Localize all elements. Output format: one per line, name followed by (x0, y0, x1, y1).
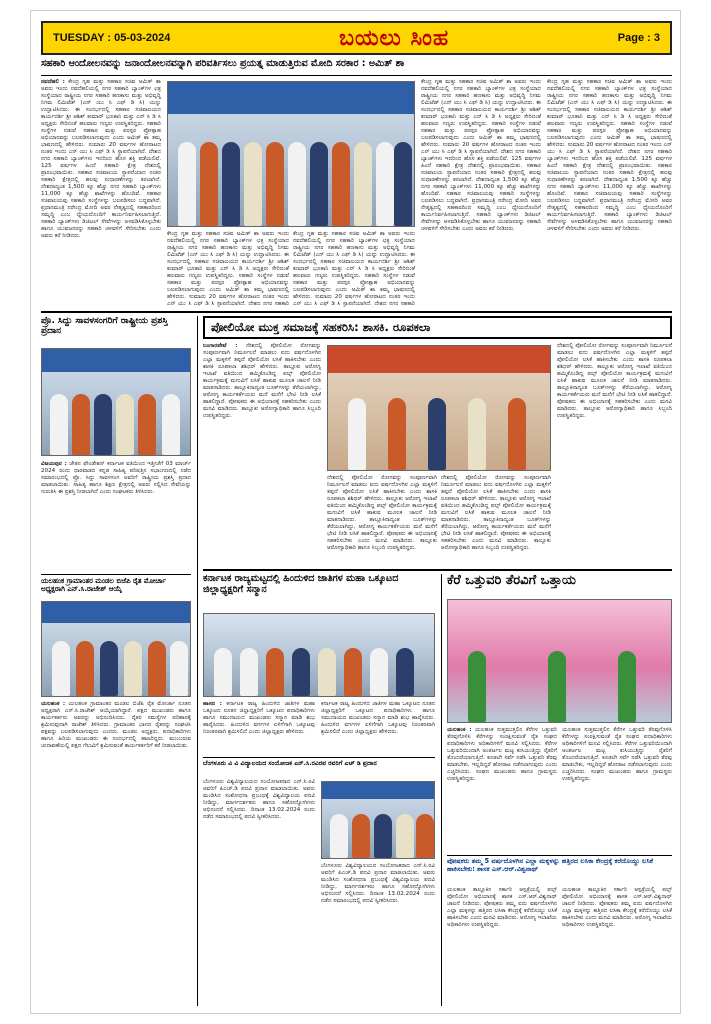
award-body (41, 461, 191, 571)
article-body: ಬೆಂಗಳೂರು ವಿಶ್ವವಿದ್ಯಾಲಯದ ಸಂಯೋಜಕರಾದ ಎನ್.ಸಿ.ರವಿ ಅವರಿಗೆ ಪಿಎಚ್.ಡಿ ಪದವಿ ಪ್ರದಾನ ಮಾಡಲಾಯಿತು. ಅವರು ಮಂಡಿಸಿದ ಸಂಶೋಧನಾ ಪ್ರಬಂಧಕ್ಕೆ ವಿಶ್ವವಿದ್ಯಾಲಯ ಪದವಿ ನೀಡಿದ್ದು, ಮಾರ್ಗದರ್ಶಕರು ಹಾಗೂ ಸಹೋದ್ಯೋಗಿಗಳು ಅಭಿನಂದನೆ ಸಲ್ಲಿಸಿದರು. ದಿನಾಂಕ 13.02.2024 ರಂದು ನಡೆದ ಸಮಾರಂಭದಲ್ಲಿ ಪದವಿ ಸ್ವೀಕರಿಸಿದರು. (203, 779, 315, 820)
article-body: ಯಲಹಂಕ ಸುತ್ತಮುತ್ತಲಿನ ಕೆರೆಗಳ ಒತ್ತುವರಿ ತೆರವುಗೊಳಿಸಿ ಕೆರೆಗಳನ್ನು ಸಂರಕ್ಷಿಸುವಂತೆ ರೈತ ಸಂಘದ ಪದಾಧಿಕಾರಿಗಳು ಅಧಿಕಾರಿಗಳಿಗೆ ಮನವಿ ಸಲ್ಲಿಸಿದರು. ಕೆರೆಗಳ ಒತ್ತುವರಿಯಿಂದಾಗಿ ಅಂತರ್ಜಲ ಮಟ್ಟ ಕುಸಿಯುತ್ತಿದ್ದು ರೈತರಿಗೆ ತೊಂದರೆಯಾಗುತ್ತಿದೆ. ಕೂಡಲೇ ಸರ್ವೆ ನಡೆಸಿ ಒತ್ತುವರಿ ತೆರವು ಮಾಡಬೇಕು, ಇಲ್ಲದಿದ್ದರೆ ಹೋರಾಟ ನಡೆಸಲಾಗುವುದು ಎಂದು ಎಚ್ಚರಿಸಿದರು. ಸಂಘದ ಮುಖಂಡರು ಹಾಗೂ ಗ್ರಾಮಸ್ಥರು ಉಪಸ್ಥಿತರಿದ್ದರು. (447, 727, 557, 782)
amit-shah-col-2 (167, 231, 289, 307)
polio-col-2 (327, 475, 437, 565)
vaccine-col-1 (447, 887, 557, 1005)
article-body: ಯಲಹಂಕ ಸುತ್ತಮುತ್ತಲಿನ ಕೆರೆಗಳ ಒತ್ತುವರಿ ತೆರವುಗೊಳಿಸಿ ಕೆರೆಗಳನ್ನು ಸಂರಕ್ಷಿಸುವಂತೆ ರೈತ ಸಂಘದ ಪದಾಧಿಕಾರಿಗಳು ಅಧಿಕಾರಿಗಳಿಗೆ ಮನವಿ ಸಲ್ಲಿಸಿದರು. ಕೆರೆಗಳ ಒತ್ತುವರಿಯಿಂದಾಗಿ ಅಂತರ್ಜಲ ಮಟ್ಟ ಕುಸಿಯುತ್ತಿದ್ದು ರೈತರಿಗೆ ತೊಂದರೆಯಾಗುತ್ತಿದೆ. ಕೂಡಲೇ ಸರ್ವೆ ನಡೆಸಿ ಒತ್ತುವರಿ ತೆರವು ಮಾಡಬೇಕು, ಇಲ್ಲದಿದ್ದರೆ ಹೋರಾಟ ನಡೆಸಲಾಗುವುದು ಎಂದು ಎಚ್ಚರಿಸಿದರು. ಸಂಘದ ಮುಖಂಡರು ಹಾಗೂ ಗ್ರಾಮಸ್ಥರು ಉಪಸ್ಥಿತರಿದ್ದರು. (562, 727, 672, 782)
article-body: ದೇಶದಲ್ಲಿ ಪೋಲಿಯೋ ರೋಗವನ್ನು ಸಂಪೂರ್ಣವಾಗಿ ನಿರ್ಮೂಲನೆ ಮಾಡಲು ಐದು ವರ್ಷದೊಳಗಿನ ಎಲ್ಲಾ ಮಕ್ಕಳಿಗೆ ತಪ್ಪದೆ ಪೋಲಿಯೋ ಲಸಿಕೆ ಹಾಕಿಸಬೇಕು ಎಂದು ಶಾಸಕಿ ರೂಪಕಲಾ ಶಶಿಧರ್ ಹೇಳಿದರು. ತಾಲ್ಲೂಕು ಆರೋಗ್ಯ ಇಲಾಖೆ ವತಿಯಿಂದ ಹಮ್ಮಿಕೊಂಡಿದ್ದ ಪಲ್ಸ್ ಪೋಲಿಯೋ ಕಾರ್ಯಕ್ರಮಕ್ಕೆ ಮಗುವಿಗೆ ಲಸಿಕೆ ಹಾಕುವ ಮೂಲಕ ಚಾಲನೆ ನೀಡಿ ಮಾತನಾಡಿದರು. ತಾಲ್ಲೂಕಿನಾದ್ಯಂತ ಬೂತ್‌ಗಳನ್ನು ತೆರೆಯಲಾಗಿದ್ದು, ಆರೋಗ್ಯ ಕಾರ್ಯಕರ್ತೆಯರು ಮನೆ ಮನೆಗೆ ಭೇಟಿ ನೀಡಿ ಲಸಿಕೆ ಹಾಕಲಿದ್ದಾರೆ. ಪೋಷಕರು ಈ ಅಭಿಯಾನಕ್ಕೆ ಸಹಕರಿಸಬೇಕು ಎಂದು ಮನವಿ ಮಾಡಿದರು. ತಾಲ್ಲೂಕು ಆರೋಗ್ಯಾಧಿಕಾರಿ ಹಾಗೂ ಸಿಬ್ಬಂದಿ ಉಪಸ್ಥಿತರಿದ್ದರು. (441, 475, 551, 551)
polio-col-1 (203, 343, 321, 565)
article-body: ಯಲಹಂಕ ತಾಲ್ಲೂಕಿನ ಸರ್ಕಾರಿ ಆಸ್ಪತ್ರೆಯಲ್ಲಿ ಪಲ್ಸ್ ಪೋಲಿಯೋ ಅಭಿಯಾನಕ್ಕೆ ಶಾಸಕ ಎಸ್.ಆರ್.ವಿಶ್ವನಾಥ್ ಚಾಲನೆ ನೀಡಿದರು. ಪೋಷಕರು ತಮ್ಮ ಐದು ವರ್ಷದೊಳಗಿನ ಎಲ್ಲಾ ಮಕ್ಕಳನ್ನು ಹತ್ತಿರದ ಲಸಿಕಾ ಕೇಂದ್ರಕ್ಕೆ ಕರೆದೊಯ್ದು ಲಸಿಕೆ ಹಾಕಿಸಬೇಕು ಎಂದು ಮನವಿ ಮಾಡಿದರು. ಆರೋಗ್ಯ ಇಲಾಖೆಯ ಅಧಿಕಾರಿಗಳು ಉಪಸ್ಥಿತರಿದ್ದರು. (562, 887, 672, 928)
stage-backdrop (42, 349, 190, 372)
farmer-photo (41, 601, 191, 697)
vaccine-col-2 (562, 887, 672, 1005)
honour-headline: ಕರ್ನಾಟಕ ರಾಜ್ಯಮಟ್ಟದಲ್ಲಿ ಹಿಂದುಳಿದ ಜಾತಿಗಳ ಮಹಾ ಒಕ್ಕೂಟದ ಜಿಲ್ಲಾಧ್ಯಕ್ಷರಿಗೆ ಸನ್ಮಾನ (203, 573, 399, 595)
polio-col-3 (441, 475, 551, 565)
amit-shah-col-4 (421, 79, 541, 307)
award-photo (41, 348, 191, 456)
issue-date: TUESDAY : 05-03-2024 (53, 32, 171, 44)
rule (441, 574, 442, 1006)
article-body: ಕೇಂದ್ರ ಗೃಹ ಮತ್ತು ಸಹಕಾರ ಸಚಿವ ಅಮಿತ್ ಶಾ ಅವರು ಇಂದು ನವದೆಹಲಿಯಲ್ಲಿ ನಗರ ಸಹಕಾರಿ ಬ್ಯಾಂಕ್‌ಗಳ ಛತ್ರ ಸಂಸ್ಥೆಯಾದ ರಾಷ್ಟ್ರೀಯ ನಗರ ಸಹಕಾರಿ ಹಣಕಾಸು ಮತ್ತು ಅಭಿವೃದ್ಧಿ ನಿಗಮ ಲಿಮಿಟೆಡ್ (ಎನ್ ಯು ಸಿ ಎಫ್ ಡಿ ಸಿ) ಯನ್ನು ಉದ್ಘಾಟಿಸಿದರು. ಈ ಸಂದರ್ಭದಲ್ಲಿ ಸಹಕಾರ ಸಚಿವಾಲಯದ ಕಾರ್ಯದರ್ಶಿ ಶ್ರೀ ಆಶಿಶ್ ಕುಮಾರ್ ಭೂತಾನಿ ಮತ್ತು ಎನ್ ಸಿ ಡಿ ಸಿ ಅಧ್ಯಕ್ಷರು ಸೇರಿದಂತೆ ಹಲವಾರು ಗಣ್ಯರು ಉಪಸ್ಥಿತರಿದ್ದರು. ಸಹಕಾರಿ ಸಂಸ್ಥೆಗಳ ನಡುವೆ ಸಹಕಾರ ಮತ್ತು ಪರಸ್ಪರ ಪ್ರೋತ್ಸಾಹ ಅಭಿಯಾನವನ್ನು ಬಲಪಡಿಸಲಾಗುವುದು ಎಂದು ಅಮಿತ್ ಶಾ ತಮ್ಮ ಭಾಷಣದಲ್ಲಿ ಹೇಳಿದರು. ಸುಮಾರು 20 ವರ್ಷಗಳ ಹೋರಾಟದ ನಂತರ ಇಂದು ಎನ್ ಯು ಸಿ ಎಫ್ ಡಿ ಸಿ ಸ್ಥಾಪನೆಯಾಗಿದೆ. ದೇಶದ ನಗರ ಸಹಕಾರಿ ಬ್ಯಾಂಕ್‌ಗಳು ಇದರಿಂದ ಹೊಸ ಶಕ್ತಿ ಪಡೆಯಲಿವೆ. 125 ವರ್ಷಗಳ ಹಿಂದೆ ಸಹಕಾರಿ ಕ್ಷೇತ್ರ ದೇಶದಲ್ಲಿ ಪ್ರಾರಂಭವಾಯಿತು. ಸಹಕಾರ ಸಚಿವಾಲಯ ಸ್ಥಾಪನೆಯಾದ ನಂತರ ಸಹಕಾರಿ ಕ್ಷೇತ್ರದಲ್ಲಿ ಹಲವು ಸುಧಾರಣೆಗಳನ್ನು ತರಲಾಗಿದೆ. ದೇಶದಾದ್ಯಂತ 1,500 ಕ್ಕೂ ಹೆಚ್ಚು ನಗರ ಸಹಕಾರಿ ಬ್ಯಾಂಕ್‌ಗಳು 11,000 ಕ್ಕೂ ಹೆಚ್ಚು ಶಾಖೆಗಳನ್ನು ಹೊಂದಿವೆ. ಸಹಕಾರ ಸಚಿವಾಲಯವು ಸಹಕಾರಿ ಸಂಸ್ಥೆಗಳನ್ನು ಬಲಪಡಿಸಲು ಬದ್ಧವಾಗಿದೆ. ಪ್ರಧಾನಮಂತ್ರಿ ನರೇಂದ್ರ ಮೋದಿ ಅವರ ನೇತೃತ್ವದಲ್ಲಿ ಸಹಕಾರದಿಂದ ಸಮೃದ್ಧಿ ಎಂಬ ಧ್ಯೇಯದೊಂದಿಗೆ ಕಾರ್ಯನಿರ್ವಹಿಸಲಾಗುತ್ತಿದೆ. ಸಹಕಾರಿ ಬ್ಯಾಂಕ್‌ಗಳು ಡಿಜಿಟಲ್ ಸೇವೆಗಳನ್ನು ಅಳವಡಿಸಿಕೊಳ್ಳಬೇಕು ಹಾಗೂ ಯುವಜನರನ್ನು ಸಹಕಾರಿ ಚಳವಳಿಗೆ ಸೇರಿಸಬೇಕು ಎಂದು ಅವರು ಕರೆ ನೀಡಿದರು. (547, 79, 672, 232)
article-body: ಕೇಂದ್ರ ಗೃಹ ಮತ್ತು ಸಹಕಾರ ಸಚಿವ ಅಮಿತ್ ಶಾ ಅವರು ಇಂದು ನವದೆಹಲಿಯಲ್ಲಿ ನಗರ ಸಹಕಾರಿ ಬ್ಯಾಂಕ್‌ಗಳ ಛತ್ರ ಸಂಸ್ಥೆಯಾದ ರಾಷ್ಟ್ರೀಯ ನಗರ ಸಹಕಾರಿ ಹಣಕಾಸು ಮತ್ತು ಅಭಿವೃದ್ಧಿ ನಿಗಮ ಲಿಮಿಟೆಡ್ (ಎನ್ ಯು ಸಿ ಎಫ್ ಡಿ ಸಿ) ಯನ್ನು ಉದ್ಘಾಟಿಸಿದರು. ಈ ಸಂದರ್ಭದಲ್ಲಿ ಸಹಕಾರ ಸಚಿವಾಲಯದ ಕಾರ್ಯದರ್ಶಿ ಶ್ರೀ ಆಶಿಶ್ ಕುಮಾರ್ ಭೂತಾನಿ ಮತ್ತು ಎನ್ ಸಿ ಡಿ ಸಿ ಅಧ್ಯಕ್ಷರು ಸೇರಿದಂತೆ ಹಲವಾರು ಗಣ್ಯರು ಉಪಸ್ಥಿತರಿದ್ದರು. ಸಹಕಾರಿ ಸಂಸ್ಥೆಗಳ ನಡುವೆ ಸಹಕಾರ ಮತ್ತು ಪರಸ್ಪರ ಪ್ರೋತ್ಸಾಹ ಅಭಿಯಾನವನ್ನು ಬಲಪಡಿಸಲಾಗುವುದು ಎಂದು ಅಮಿತ್ ಶಾ ತಮ್ಮ ಭಾಷಣದಲ್ಲಿ ಹೇಳಿದರು. ಸುಮಾರು 20 ವರ್ಷಗಳ ಹೋರಾಟದ ನಂತರ ಇಂದು ಎನ್ ಯು ಸಿ ಎಫ್ ಡಿ ಸಿ ಸ್ಥಾಪನೆಯಾಗಿದೆ. ದೇಶದ ನಗರ ಸಹಕಾರಿ (167, 231, 289, 307)
rule (41, 311, 672, 313)
dateline: ಯಲಹಂಕ : (41, 701, 66, 707)
lake-photo (447, 599, 672, 723)
ward-col-2 (321, 863, 435, 1005)
honour-col-2 (321, 701, 435, 755)
article-body: ದೇಶದಲ್ಲಿ ಪೋಲಿಯೋ ರೋಗವನ್ನು ಸಂಪೂರ್ಣವಾಗಿ ನಿರ್ಮೂಲನೆ ಮಾಡಲು ಐದು ವರ್ಷದೊಳಗಿನ ಎಲ್ಲಾ ಮಕ್ಕಳಿಗೆ ತಪ್ಪದೆ ಪೋಲಿಯೋ ಲಸಿಕೆ ಹಾಕಿಸಬೇಕು ಎಂದು ಶಾಸಕಿ ರೂಪಕಲಾ ಶಶಿಧರ್ ಹೇಳಿದರು. ತಾಲ್ಲೂಕು ಆರೋಗ್ಯ ಇಲಾಖೆ ವತಿಯಿಂದ ಹಮ್ಮಿಕೊಂಡಿದ್ದ ಪಲ್ಸ್ ಪೋಲಿಯೋ ಕಾರ್ಯಕ್ರಮಕ್ಕೆ ಮಗುವಿಗೆ ಲಸಿಕೆ ಹಾಕುವ ಮೂಲಕ ಚಾಲನೆ ನೀಡಿ ಮಾತನಾಡಿದರು. ತಾಲ್ಲೂಕಿನಾದ್ಯಂತ ಬೂತ್‌ಗಳನ್ನು ತೆರೆಯಲಾಗಿದ್ದು, ಆರೋಗ್ಯ ಕಾರ್ಯಕರ್ತೆಯರು ಮನೆ ಮನೆಗೆ ಭೇಟಿ ನೀಡಿ ಲಸಿಕೆ ಹಾಕಲಿದ್ದಾರೆ. ಪೋಷಕರು ಈ ಅಭಿಯಾನಕ್ಕೆ ಸಹಕರಿಸಬೇಕು ಎಂದು ಮನವಿ ಮಾಡಿದರು. ತಾಲ್ಲೂಕು ಆರೋಗ್ಯಾಧಿಕಾರಿ ಹಾಗೂ ಸಿಬ್ಬಂದಿ ಉಪಸ್ಥಿತರಿದ್ದರು. (327, 475, 437, 551)
amit-shah-col-3 (293, 231, 415, 307)
dateline: ಹಾಸನ : (203, 701, 222, 707)
honour-photo (203, 613, 435, 697)
amit-shah-col-5 (547, 79, 672, 307)
stage-backdrop (328, 346, 550, 373)
rule (203, 757, 435, 758)
article-body: ದೇಶದಲ್ಲಿ ಪೋಲಿಯೋ ರೋಗವನ್ನು ಸಂಪೂರ್ಣವಾಗಿ ನಿರ್ಮೂಲನೆ ಮಾಡಲು ಐದು ವರ್ಷದೊಳಗಿನ ಎಲ್ಲಾ ಮಕ್ಕಳಿಗೆ ತಪ್ಪದೆ ಪೋಲಿಯೋ ಲಸಿಕೆ ಹಾಕಿಸಬೇಕು ಎಂದು ಶಾಸಕಿ ರೂಪಕಲಾ ಶಶಿಧರ್ ಹೇಳಿದರು. ತಾಲ್ಲೂಕು ಆರೋಗ್ಯ ಇಲಾಖೆ ವತಿಯಿಂದ ಹಮ್ಮಿಕೊಂಡಿದ್ದ ಪಲ್ಸ್ ಪೋಲಿಯೋ ಕಾರ್ಯಕ್ರಮಕ್ಕೆ ಮಗುವಿಗೆ ಲಸಿಕೆ ಹಾಕುವ ಮೂಲಕ ಚಾಲನೆ ನೀಡಿ ಮಾತನಾಡಿದರು. ತಾಲ್ಲೂಕಿನಾದ್ಯಂತ ಬೂತ್‌ಗಳನ್ನು ತೆರೆಯಲಾಗಿದ್ದು, ಆರೋಗ್ಯ ಕಾರ್ಯಕರ್ತೆಯರು ಮನೆ ಮನೆಗೆ ಭೇಟಿ ನೀಡಿ ಲಸಿಕೆ ಹಾಕಲಿದ್ದಾರೆ. ಪೋಷಕರು ಈ ಅಭಿಯಾನಕ್ಕೆ ಸಹಕರಿಸಬೇಕು ಎಂದು ಮನವಿ ಮಾಡಿದರು. ತಾಲ್ಲೂಕು ಆರೋಗ್ಯಾಧಿಕಾರಿ ಹಾಗೂ ಸಿಬ್ಬಂದಿ ಉಪಸ್ಥಿತರಿದ್ದರು. (557, 343, 672, 419)
stage-backdrop (168, 82, 414, 114)
article-body: ಯಲಹಂಕ ಗ್ರಾಮಾಂತರ ಮಂಡಲ ಬಿಜೆಪಿ ರೈತ ಮೋರ್ಚಾ ನೂತನ ಅಧ್ಯಕ್ಷರಾಗಿ ಎನ್.ಸಿ.ರಾಜೇಶ್ ಆಯ್ಕೆಯಾಗಿದ್ದಾರೆ. ಪಕ್ಷದ ಮುಖಂಡರು ಹಾಗೂ ಕಾರ್ಯಕರ್ತರು ಅವರನ್ನು ಅಭಿನಂದಿಸಿದರು. ರೈತರ ಸಮಸ್ಯೆಗಳ ಪರಿಹಾರಕ್ಕೆ ಶ್ರಮಿಸುವುದಾಗಿ ರಾಜೇಶ್ ತಿಳಿಸಿದರು. ಗ್ರಾಮಾಂತರ ಭಾಗದ ರೈತರನ್ನು ಸಂಘಟಿಸಿ ಪಕ್ಷವನ್ನು ಬಲಪಡಿಸಲಾಗುವುದು ಎಂದರು. ಮಂಡಲ ಅಧ್ಯಕ್ಷರು, ಪದಾಧಿಕಾರಿಗಳು ಹಾಗೂ ಹಿರಿಯ ಮುಖಂಡರು ಈ ಸಂದರ್ಭದಲ್ಲಿ ಹಾಜರಿದ್ದರು. ಮುಂಬರುವ ಚುನಾವಣೆಯಲ್ಲಿ ಪಕ್ಷದ ಗೆಲುವಿಗೆ ಶ್ರಮಿಸುವಂತೆ ಕಾರ್ಯಕರ್ತರಿಗೆ ಕರೆ ನೀಡಲಾಯಿತು. (41, 701, 191, 749)
dateline: ವಿಜಯಪುರ : (41, 461, 67, 467)
dateline: ಯಲಹಂಕ : (447, 727, 472, 733)
rule (41, 75, 672, 76)
article-body: ಯಲಹಂಕ ತಾಲ್ಲೂಕಿನ ಸರ್ಕಾರಿ ಆಸ್ಪತ್ರೆಯಲ್ಲಿ ಪಲ್ಸ್ ಪೋಲಿಯೋ ಅಭಿಯಾನಕ್ಕೆ ಶಾಸಕ ಎಸ್.ಆರ್.ವಿಶ್ವನಾಥ್ ಚಾಲನೆ ನೀಡಿದರು. ಪೋಷಕರು ತಮ್ಮ ಐದು ವರ್ಷದೊಳಗಿನ ಎಲ್ಲಾ ಮಕ್ಕಳನ್ನು ಹತ್ತಿರದ ಲಸಿಕಾ ಕೇಂದ್ರಕ್ಕೆ ಕರೆದೊಯ್ದು ಲಸಿಕೆ ಹಾಕಿಸಬೇಕು ಎಂದು ಮನವಿ ಮಾಡಿದರು. ಆರೋಗ್ಯ ಇಲಾಖೆಯ ಅಧಿಕಾರಿಗಳು ಉಪಸ್ಥಿತರಿದ್ದರು. (447, 887, 557, 928)
masthead (41, 21, 672, 55)
article-body: ಬೆಂಗಳೂರು ವಿಶ್ವವಿದ್ಯಾಲಯದ ಸಂಯೋಜಕರಾದ ಎನ್.ಸಿ.ರವಿ ಅವರಿಗೆ ಪಿಎಚ್.ಡಿ ಪದವಿ ಪ್ರದಾನ ಮಾಡಲಾಯಿತು. ಅವರು ಮಂಡಿಸಿದ ಸಂಶೋಧನಾ ಪ್ರಬಂಧಕ್ಕೆ ವಿಶ್ವವಿದ್ಯಾಲಯ ಪದವಿ ನೀಡಿದ್ದು, ಮಾರ್ಗದರ್ಶಕರು ಹಾಗೂ ಸಹೋದ್ಯೋಗಿಗಳು ಅಭಿನಂದನೆ ಸಲ್ಲಿಸಿದರು. ದಿನಾಂಕ 13.02.2024 ರಂದು ನಡೆದ ಸಮಾರಂಭದಲ್ಲಿ ಪದವಿ ಸ್ವೀಕರಿಸಿದರು. (321, 863, 435, 904)
page-number: Page : 3 (617, 32, 660, 44)
farmer-headline: ಯಲಹಂಕ ಗ್ರಾಮಾಂತರ ಮಂಡಲ ಬಿಜೆಪಿ ರೈತ ಮೋರ್ಚಾ ಅಧ್ಯಕ್ಷರಾಗಿ ಎನ್.ಸಿ.ರಾಜೇಶ್ ಆಯ್ಕೆ (41, 577, 167, 594)
amit-shah-col-1 (41, 79, 161, 307)
stage-backdrop (42, 602, 190, 623)
award-headline: ಪ್ರೊ. ಸಿದ್ದು ಸಾವಳಸಂಗರಿಗೆ ರಾಷ್ಟ್ರೀಯ ಪ್ರಶಸ್ತಿ ಪ್ರದಾನ (41, 316, 168, 337)
lake-col-1 (447, 727, 557, 851)
article-body: ಕೇಂದ್ರ ಗೃಹ ಮತ್ತು ಸಹಕಾರ ಸಚಿವ ಅಮಿತ್ ಶಾ ಅವರು ಇಂದು ನವದೆಹಲಿಯಲ್ಲಿ ನಗರ ಸಹಕಾರಿ ಬ್ಯಾಂಕ್‌ಗಳ ಛತ್ರ ಸಂಸ್ಥೆಯಾದ ರಾಷ್ಟ್ರೀಯ ನಗರ ಸಹಕಾರಿ ಹಣಕಾಸು ಮತ್ತು ಅಭಿವೃದ್ಧಿ ನಿಗಮ ಲಿಮಿಟೆಡ್ (ಎನ್ ಯು ಸಿ ಎಫ್ ಡಿ ಸಿ) ಯನ್ನು ಉದ್ಘಾಟಿಸಿದರು. ಈ ಸಂದರ್ಭದಲ್ಲಿ ಸಹಕಾರ ಸಚಿವಾಲಯದ ಕಾರ್ಯದರ್ಶಿ ಶ್ರೀ ಆಶಿಶ್ ಕುಮಾರ್ ಭೂತಾನಿ ಮತ್ತು ಎನ್ ಸಿ ಡಿ ಸಿ ಅಧ್ಯಕ್ಷರು ಸೇರಿದಂತೆ ಹಲವಾರು ಗಣ್ಯರು ಉಪಸ್ಥಿತರಿದ್ದರು. ಸಹಕಾರಿ ಸಂಸ್ಥೆಗಳ ನಡುವೆ ಸಹಕಾರ ಮತ್ತು ಪರಸ್ಪರ ಪ್ರೋತ್ಸಾಹ ಅಭಿಯಾನವನ್ನು ಬಲಪಡಿಸಲಾಗುವುದು ಎಂದು ಅಮಿತ್ ಶಾ ತಮ್ಮ ಭಾಷಣದಲ್ಲಿ ಹೇಳಿದರು. ಸುಮಾರು 20 ವರ್ಷಗಳ ಹೋರಾಟದ ನಂತರ ಇಂದು ಎನ್ ಯು ಸಿ ಎಫ್ ಡಿ ಸಿ ಸ್ಥಾಪನೆಯಾಗಿದೆ. ದೇಶದ ನಗರ ಸಹಕಾರಿ (293, 231, 415, 307)
polio-col-4 (557, 343, 672, 565)
vaccine-headline: ಪೋಷಕರು ತಮ್ಮ 5 ವರ್ಷದೊಳಗಿನ ಎಲ್ಲಾ ಮಕ್ಕಳನ್ನು ಹತ್ತಿರದ ಲಸಿಕಾ ಕೇಂದ್ರಕ್ಕೆ ಕರೆದೊಯ್ದು ಲಸಿಕೆ ಹಾಕಿಸಬೇಕು: ಶಾಸಕ ಎಸ್.ಆರ್.ವಿಶ್ವನಾಥ್ (447, 857, 654, 873)
honour-col-1 (203, 701, 315, 755)
stage-backdrop (322, 782, 434, 799)
article-body: ಕರ್ನಾಟಕ ರಾಜ್ಯ ಹಿಂದುಳಿದ ಜಾತಿಗಳ ಮಹಾ ಒಕ್ಕೂಟದ ನೂತನ ಜಿಲ್ಲಾಧ್ಯಕ್ಷರಿಗೆ ಒಕ್ಕೂಟದ ಪದಾಧಿಕಾರಿಗಳು ಹಾಗೂ ಸಮುದಾಯದ ಮುಖಂಡರು ಸನ್ಮಾನ ಮಾಡಿ ಶುಭ ಹಾರೈಸಿದರು. ಹಿಂದುಳಿದ ವರ್ಗಗಳ ಏಳಿಗೆಗಾಗಿ ಒಕ್ಕೂಟವು ನಿರಂತರವಾಗಿ ಶ್ರಮಿಸಲಿದೆ ಎಂದು ಜಿಲ್ಲಾಧ್ಯಕ್ಷರು ಹೇಳಿದರು. (203, 701, 315, 735)
lake-col-2 (562, 727, 672, 851)
amit-shah-headline: ಸಹಕಾರಿ ಆಂದೋಲನವನ್ನು ಜನಾಂದೋಲನವನ್ನಾಗಿ ಪರಿವರ್ತಿಸಲು ಪ್ರಯತ್ನ ಮಾಡುತ್ತಿರುವ ಮೋದಿ ಸರಕಾರ : ಅಮಿತ್ ಶಾ (41, 58, 405, 69)
rule (41, 574, 191, 575)
rule (197, 316, 198, 1006)
lake-headline: ಕೆರೆ ಒತ್ತುವರಿ ತೆರವಿಗೆ ಒತ್ತಾಯ (447, 573, 576, 588)
rule (203, 569, 672, 571)
ward-headline: ಬೆಂಗಳೂರು ವಿ ವಿ ವಿದ್ಯಾಲಯದ ಸಂಯೋಜಕ ಎನ್.ಸಿ.ರವಿರವ ರವರಿಗೆ ಎಚ್ ಡಿ ಪ್ರದಾನ (203, 760, 377, 767)
article-body: ಕೇಂದ್ರ ಗೃಹ ಮತ್ತು ಸಹಕಾರ ಸಚಿವ ಅಮಿತ್ ಶಾ ಅವರು ಇಂದು ನವದೆಹಲಿಯಲ್ಲಿ ನಗರ ಸಹಕಾರಿ ಬ್ಯಾಂಕ್‌ಗಳ ಛತ್ರ ಸಂಸ್ಥೆಯಾದ ರಾಷ್ಟ್ರೀಯ ನಗರ ಸಹಕಾರಿ ಹಣಕಾಸು ಮತ್ತು ಅಭಿವೃದ್ಧಿ ನಿಗಮ ಲಿಮಿಟೆಡ್ (ಎನ್ ಯು ಸಿ ಎಫ್ ಡಿ ಸಿ) ಯನ್ನು ಉದ್ಘಾಟಿಸಿದರು. ಈ ಸಂದರ್ಭದಲ್ಲಿ ಸಹಕಾರ ಸಚಿವಾಲಯದ ಕಾರ್ಯದರ್ಶಿ ಶ್ರೀ ಆಶಿಶ್ ಕುಮಾರ್ ಭೂತಾನಿ ಮತ್ತು ಎನ್ ಸಿ ಡಿ ಸಿ ಅಧ್ಯಕ್ಷರು ಸೇರಿದಂತೆ ಹಲವಾರು ಗಣ್ಯರು ಉಪಸ್ಥಿತರಿದ್ದರು. ಸಹಕಾರಿ ಸಂಸ್ಥೆಗಳ ನಡುವೆ ಸಹಕಾರ ಮತ್ತು ಪರಸ್ಪರ ಪ್ರೋತ್ಸಾಹ ಅಭಿಯಾನವನ್ನು ಬಲಪಡಿಸಲಾಗುವುದು ಎಂದು ಅಮಿತ್ ಶಾ ತಮ್ಮ ಭಾಷಣದಲ್ಲಿ ಹೇಳಿದರು. ಸುಮಾರು 20 ವರ್ಷಗಳ ಹೋರಾಟದ ನಂತರ ಇಂದು ಎನ್ ಯು ಸಿ ಎಫ್ ಡಿ ಸಿ ಸ್ಥಾಪನೆಯಾಗಿದೆ. ದೇಶದ ನಗರ ಸಹಕಾರಿ ಬ್ಯಾಂಕ್‌ಗಳು ಇದರಿಂದ ಹೊಸ ಶಕ್ತಿ ಪಡೆಯಲಿವೆ. 125 ವರ್ಷಗಳ ಹಿಂದೆ ಸಹಕಾರಿ ಕ್ಷೇತ್ರ ದೇಶದಲ್ಲಿ ಪ್ರಾರಂಭವಾಯಿತು. ಸಹಕಾರ ಸಚಿವಾಲಯ ಸ್ಥಾಪನೆಯಾದ ನಂತರ ಸಹಕಾರಿ ಕ್ಷೇತ್ರದಲ್ಲಿ ಹಲವು ಸುಧಾರಣೆಗಳನ್ನು ತರಲಾಗಿದೆ. ದೇಶದಾದ್ಯಂತ 1,500 ಕ್ಕೂ ಹೆಚ್ಚು ನಗರ ಸಹಕಾರಿ ಬ್ಯಾಂಕ್‌ಗಳು 11,000 ಕ್ಕೂ ಹೆಚ್ಚು ಶಾಖೆಗಳನ್ನು ಹೊಂದಿವೆ. ಸಹಕಾರ ಸಚಿವಾಲಯವು ಸಹಕಾರಿ ಸಂಸ್ಥೆಗಳನ್ನು ಬಲಪಡಿಸಲು ಬದ್ಧವಾಗಿದೆ. ಪ್ರಧಾನಮಂತ್ರಿ ನರೇಂದ್ರ ಮೋದಿ ಅವರ ನೇತೃತ್ವದಲ್ಲಿ ಸಹಕಾರದಿಂದ ಸಮೃದ್ಧಿ ಎಂಬ ಧ್ಯೇಯದೊಂದಿಗೆ ಕಾರ್ಯನಿರ್ವಹಿಸಲಾಗುತ್ತಿದೆ. ಸಹಕಾರಿ ಬ್ಯಾಂಕ್‌ಗಳು ಡಿಜಿಟಲ್ ಸೇವೆಗಳನ್ನು ಅಳವಡಿಸಿಕೊಳ್ಳಬೇಕು ಹಾಗೂ ಯುವಜನರನ್ನು ಸಹಕಾರಿ ಚಳವಳಿಗೆ ಸೇರಿಸಬೇಕು ಎಂದು ಅವರು ಕರೆ ನೀಡಿದರು. (41, 79, 161, 239)
ward-col-1 (203, 779, 315, 1005)
dateline: ನವದೆಹಲಿ : (41, 79, 65, 85)
rule (447, 855, 672, 856)
article-body: ದೇಶದಲ್ಲಿ ಪೋಲಿಯೋ ರೋಗವನ್ನು ಸಂಪೂರ್ಣವಾಗಿ ನಿರ್ಮೂಲನೆ ಮಾಡಲು ಐದು ವರ್ಷದೊಳಗಿನ ಎಲ್ಲಾ ಮಕ್ಕಳಿಗೆ ತಪ್ಪದೆ ಪೋಲಿಯೋ ಲಸಿಕೆ ಹಾಕಿಸಬೇಕು ಎಂದು ಶಾಸಕಿ ರೂಪಕಲಾ ಶಶಿಧರ್ ಹೇಳಿದರು. ತಾಲ್ಲೂಕು ಆರೋಗ್ಯ ಇಲಾಖೆ ವತಿಯಿಂದ ಹಮ್ಮಿಕೊಂಡಿದ್ದ ಪಲ್ಸ್ ಪೋಲಿಯೋ ಕಾರ್ಯಕ್ರಮಕ್ಕೆ ಮಗುವಿಗೆ ಲಸಿಕೆ ಹಾಕುವ ಮೂಲಕ ಚಾಲನೆ ನೀಡಿ ಮಾತನಾಡಿದರು. ತಾಲ್ಲೂಕಿನಾದ್ಯಂತ ಬೂತ್‌ಗಳನ್ನು ತೆರೆಯಲಾಗಿದ್ದು, ಆರೋಗ್ಯ ಕಾರ್ಯಕರ್ತೆಯರು ಮನೆ ಮನೆಗೆ ಭೇಟಿ ನೀಡಿ ಲಸಿಕೆ ಹಾಕಲಿದ್ದಾರೆ. ಪೋಷಕರು ಈ ಅಭಿಯಾನಕ್ಕೆ ಸಹಕರಿಸಬೇಕು ಎಂದು ಮನವಿ ಮಾಡಿದರು. ತಾಲ್ಲೂಕು ಆರೋಗ್ಯಾಧಿಕಾರಿ ಹಾಗೂ ಸಿಬ್ಬಂದಿ ಉಪಸ್ಥಿತರಿದ್ದರು. (203, 343, 321, 419)
article-body: ಕರ್ನಾಟಕ ರಾಜ್ಯ ಹಿಂದುಳಿದ ಜಾತಿಗಳ ಮಹಾ ಒಕ್ಕೂಟದ ನೂತನ ಜಿಲ್ಲಾಧ್ಯಕ್ಷರಿಗೆ ಒಕ್ಕೂಟದ ಪದಾಧಿಕಾರಿಗಳು ಹಾಗೂ ಸಮುದಾಯದ ಮುಖಂಡರು ಸನ್ಮಾನ ಮಾಡಿ ಶುಭ ಹಾರೈಸಿದರು. ಹಿಂದುಳಿದ ವರ್ಗಗಳ ಏಳಿಗೆಗಾಗಿ ಒಕ್ಕೂಟವು ನಿರಂತರವಾಗಿ ಶ್ರಮಿಸಲಿದೆ ಎಂದು ಜಿಲ್ಲಾಧ್ಯಕ್ಷರು ಹೇಳಿದರು. (321, 701, 435, 735)
article-body: ಚೇತನ ಫೌಂಡೇಶನ್ ಕರ್ನಾಟಕ ವತಿಯಿಂದ ಇತ್ತೀಚೆಗೆ 03 ಮಾರ್ಚ್ 2024 ರಂದು ಧಾರವಾಡದ ಕನ್ನಡ ಸಾಹಿತ್ಯ ಪರಿಷತ್ತಿನ ಸಭಾಂಗಣದಲ್ಲಿ ನಡೆದ ಸಮಾರಂಭದಲ್ಲಿ ಪ್ರೊ. ಸಿದ್ದು ಸಾವಳಸಂಗ ಅವರಿಗೆ ರಾಷ್ಟ್ರೀಯ ಪ್ರಶಸ್ತಿ ಪ್ರದಾನ ಮಾಡಲಾಯಿತು. ಸಾಹಿತ್ಯ ಹಾಗೂ ಶಿಕ್ಷಣ ಕ್ಷೇತ್ರದಲ್ಲಿ ಅವರು ಸಲ್ಲಿಸಿದ ಸೇವೆಯನ್ನು ಗುರುತಿಸಿ ಈ ಪ್ರಶಸ್ತಿ ನೀಡಲಾಗಿದೆ ಎಂದು ಸಂಘಟಕರು ತಿಳಿಸಿದರು. (41, 461, 191, 495)
dateline: ಬಂಗಾರಪೇಟೆ : (203, 343, 238, 349)
amit-shah-photo (167, 81, 415, 227)
farmer-body (41, 701, 191, 1006)
article-body: ಕೇಂದ್ರ ಗೃಹ ಮತ್ತು ಸಹಕಾರ ಸಚಿವ ಅಮಿತ್ ಶಾ ಅವರು ಇಂದು ನವದೆಹಲಿಯಲ್ಲಿ ನಗರ ಸಹಕಾರಿ ಬ್ಯಾಂಕ್‌ಗಳ ಛತ್ರ ಸಂಸ್ಥೆಯಾದ ರಾಷ್ಟ್ರೀಯ ನಗರ ಸಹಕಾರಿ ಹಣಕಾಸು ಮತ್ತು ಅಭಿವೃದ್ಧಿ ನಿಗಮ ಲಿಮಿಟೆಡ್ (ಎನ್ ಯು ಸಿ ಎಫ್ ಡಿ ಸಿ) ಯನ್ನು ಉದ್ಘಾಟಿಸಿದರು. ಈ ಸಂದರ್ಭದಲ್ಲಿ ಸಹಕಾರ ಸಚಿವಾಲಯದ ಕಾರ್ಯದರ್ಶಿ ಶ್ರೀ ಆಶಿಶ್ ಕುಮಾರ್ ಭೂತಾನಿ ಮತ್ತು ಎನ್ ಸಿ ಡಿ ಸಿ ಅಧ್ಯಕ್ಷರು ಸೇರಿದಂತೆ ಹಲವಾರು ಗಣ್ಯರು ಉಪಸ್ಥಿತರಿದ್ದರು. ಸಹಕಾರಿ ಸಂಸ್ಥೆಗಳ ನಡುವೆ ಸಹಕಾರ ಮತ್ತು ಪರಸ್ಪರ ಪ್ರೋತ್ಸಾಹ ಅಭಿಯಾನವನ್ನು ಬಲಪಡಿಸಲಾಗುವುದು ಎಂದು ಅಮಿತ್ ಶಾ ತಮ್ಮ ಭಾಷಣದಲ್ಲಿ ಹೇಳಿದರು. ಸುಮಾರು 20 ವರ್ಷಗಳ ಹೋರಾಟದ ನಂತರ ಇಂದು ಎನ್ ಯು ಸಿ ಎಫ್ ಡಿ ಸಿ ಸ್ಥಾಪನೆಯಾಗಿದೆ. ದೇಶದ ನಗರ ಸಹಕಾರಿ ಬ್ಯಾಂಕ್‌ಗಳು ಇದರಿಂದ ಹೊಸ ಶಕ್ತಿ ಪಡೆಯಲಿವೆ. 125 ವರ್ಷಗಳ ಹಿಂದೆ ಸಹಕಾರಿ ಕ್ಷೇತ್ರ ದೇಶದಲ್ಲಿ ಪ್ರಾರಂಭವಾಯಿತು. ಸಹಕಾರ ಸಚಿವಾಲಯ ಸ್ಥಾಪನೆಯಾದ ನಂತರ ಸಹಕಾರಿ ಕ್ಷೇತ್ರದಲ್ಲಿ ಹಲವು ಸುಧಾರಣೆಗಳನ್ನು ತರಲಾಗಿದೆ. ದೇಶದಾದ್ಯಂತ 1,500 ಕ್ಕೂ ಹೆಚ್ಚು ನಗರ ಸಹಕಾರಿ ಬ್ಯಾಂಕ್‌ಗಳು 11,000 ಕ್ಕೂ ಹೆಚ್ಚು ಶಾಖೆಗಳನ್ನು ಹೊಂದಿವೆ. ಸಹಕಾರ ಸಚಿವಾಲಯವು ಸಹಕಾರಿ ಸಂಸ್ಥೆಗಳನ್ನು ಬಲಪಡಿಸಲು ಬದ್ಧವಾಗಿದೆ. ಪ್ರಧಾನಮಂತ್ರಿ ನರೇಂದ್ರ ಮೋದಿ ಅವರ ನೇತೃತ್ವದಲ್ಲಿ ಸಹಕಾರದಿಂದ ಸಮೃದ್ಧಿ ಎಂಬ ಧ್ಯೇಯದೊಂದಿಗೆ ಕಾರ್ಯನಿರ್ವಹಿಸಲಾಗುತ್ತಿದೆ. ಸಹಕಾರಿ ಬ್ಯಾಂಕ್‌ಗಳು ಡಿಜಿಟಲ್ ಸೇವೆಗಳನ್ನು ಅಳವಡಿಸಿಕೊಳ್ಳಬೇಕು ಹಾಗೂ ಯುವಜನರನ್ನು ಸಹಕಾರಿ ಚಳವಳಿಗೆ ಸೇರಿಸಬೇಕು ಎಂದು ಅವರು ಕರೆ ನೀಡಿದರು. (421, 79, 541, 232)
newspaper-title: ಬಯಲು ಸಿಂಹ (339, 25, 450, 51)
newspaper-page (30, 10, 681, 1014)
polio-headline: ಪೋಲಿಯೋ ಮುಕ್ತ ಸಮಾಜಕ್ಕೆ ಸಹಕರಿಸಿ: ಶಾಸಕಿ. ರೂಪಕಲಾ (203, 316, 672, 339)
polio-photo (327, 345, 551, 471)
ward-photo (321, 781, 435, 859)
